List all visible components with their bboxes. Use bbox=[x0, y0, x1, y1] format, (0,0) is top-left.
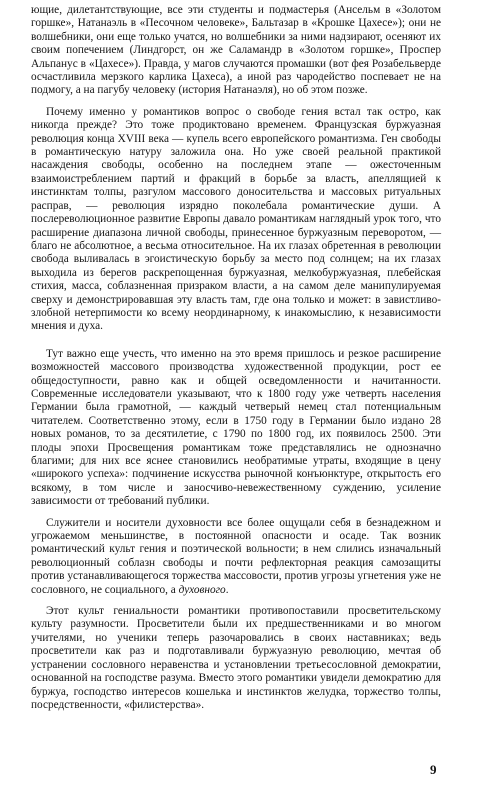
page-body bbox=[31, 4, 441, 712]
paragraph-4-end: . bbox=[225, 583, 229, 596]
paragraph-4-italic-word: духовного bbox=[178, 583, 226, 596]
page-number: 9 bbox=[430, 762, 437, 777]
paragraph-1: ющие, дилетантствующие, все эти студенты и подмастерья (Ансельм в «Золотом горшке», Натанаэль в «Песочном человеке», Бальтазар в «Крошке Цахесе»); они не волшебники, они еще только учатся, но волшебники за ними надзирают, осеняют их своим попечением (Линдгорст, он же Саламандр в «Золотом горшке», Проспер Альпанус в «Цахесе»). Правда, у магов случаются промашки (вот фея Розабельверде осчастливила мерзкого карлика Цахеса), а иной раз чародейство поспевает не на подмогу, а на пагубу человеку (история Натанаэля), но об этом позже. bbox=[31, 4, 441, 97]
paragraph-4 bbox=[31, 517, 441, 597]
paragraph-3: Тут важно еще учесть, что именно на это время пришлось и резкое расширение возможностей массового производства художественной продукции, рост ее общедоступности, равно как и общей осведомленности и начитанности. Современные исследователи указывают, что к 1800 году уже четверть населения Германии была грамотной, — каждый четверый немец стал потенциальным читателем. Соответственно этому, если в 1750 году в Германии было издано 28 новых романов, то за десятилетие, с 1790 по 1800 год, их появилось 2500. Эти плоды эпохи Просвещения романтикам тоже представлялись не однозначно благими; для них все яснее становились необратимые утраты, входящие в цену «широкого успеха»: подчинение искусства рыночной конъюнктуре, открытость его всякому, в том числе и заносчиво-невежественному суждению, усиление зависимости от требований публики. bbox=[31, 347, 441, 508]
paragraph-4-text: Служители и носители духовности все более ощущали себя в безнадежном и угрожаемом меньшинстве, в постоянной опасности и осаде. Так возник романтический культ гения и поэтической вольности; в нем слились изначальный революционный соблазн свободы и почти рефлекторная реакция самозащиты против устанавливающегося торжества массовости, против угрозы угнетения уже не сословного, не социального, а bbox=[31, 516, 441, 596]
paragraph-2: Почему именно у романтиков вопрос о свободе гения встал так остро, как никогда прежде? Это тоже продиктовано временем. Французская буржуазная революция конца XVIII века — купель всего европейского романтизма. Ген свободы в романтическую натуру заложила она. Но уже своей реальной практикой насаждения свободы, особенно на последнем этапе — ожесточенным взаимоистреблением партий и фракций в борьбе за власть, апеллящией к инстинктам толпы, разгулом массового доносительства и массовых ритуальных расправ, — революция изрядно поколебала романтические души. А послереволюционное развитие Европы давало романтикам наглядный урок того, что расширение диапазона личной свободы, принесенное буржуазным переворотом, — благо не абсолютное, а весьма относительное. На их глазах обретенная в революции свобода выливалась в эгоистическую борьбу за место под солнцем; на их глазах выходила из берегов раскрепощенная буржуазная, мелкобуржуазная, плебейская стихия, масса, соблазненная призраком власти, а на самом деле манипулируемая сверху и демонстрировавшая эту власть там, где она только и может: в завистливо-злобной нетерпимости ко всему неординарному, к инакомыслию, к независимости мнения и духа. bbox=[31, 105, 441, 333]
paragraph-5: Этот культ гениальности романтики противопоставили просветительскому культу разумности. Просветители были их предшественниками и во многом учителями, но ученики теперь разочаровались в своих наставниках; ведь просветители как раз и подготавливали буржуазную революцию, мечтая об устранении сословного неравенства и установлении третьесословной демократии, основанной на господстве разума. Вместо этого романтики увидели демократию для буржуа, господство интересов кошелька и инстинктов желудка, торжество толпы, посредственности, «филистерства». bbox=[31, 605, 441, 711]
